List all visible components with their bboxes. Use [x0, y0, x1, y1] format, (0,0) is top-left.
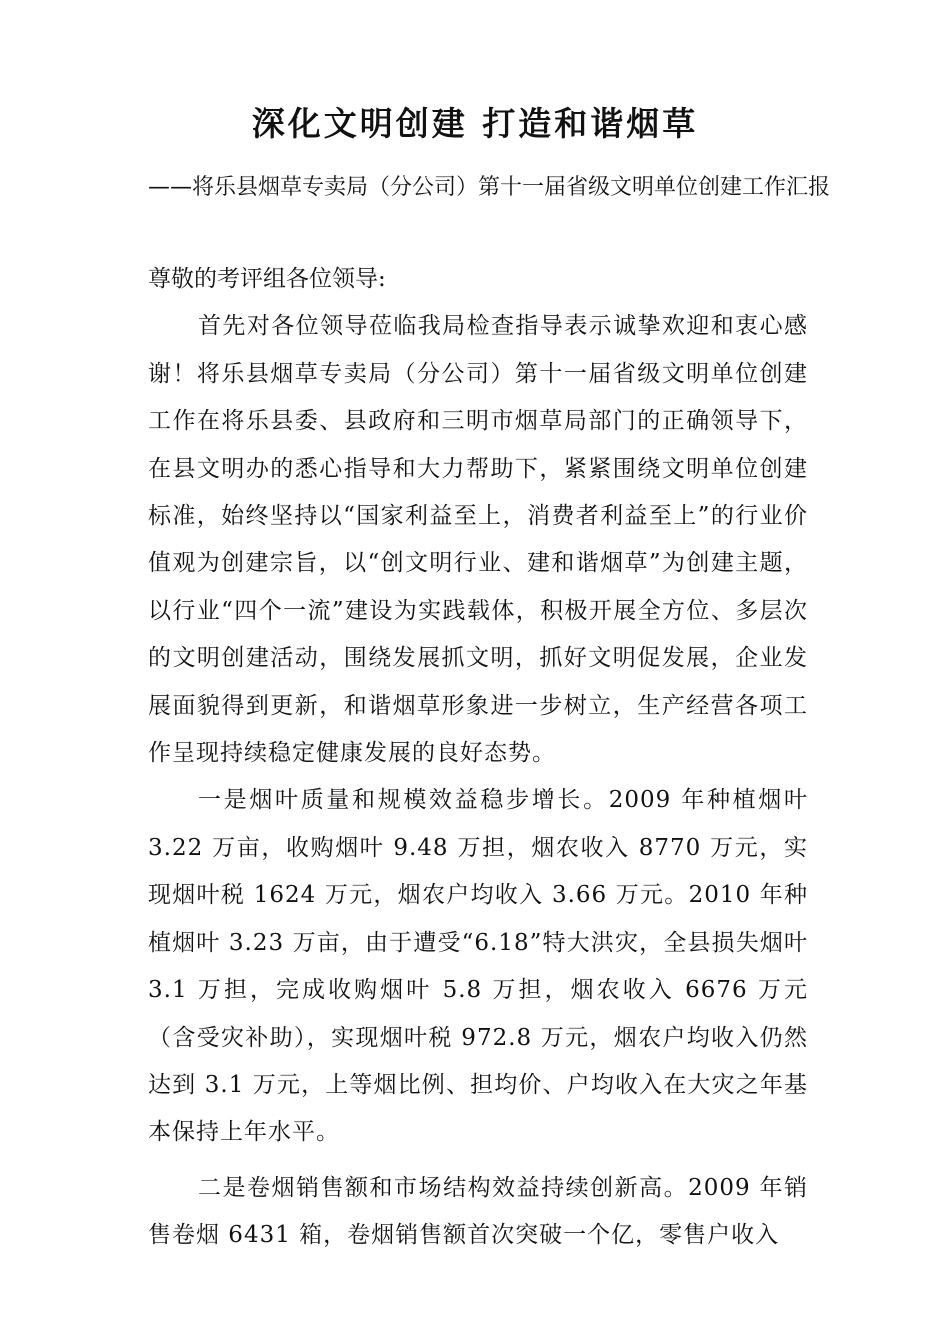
paragraph-cigarette-sales: 二是卷烟销售额和市场结构效益持续创新高。2009 年销售卷烟 6431 箱，卷烟销售额首次突破一个亿，零售户收入 — [148, 1174, 808, 1249]
paragraph-intro: 首先对各位领导莅临我局检查指导表示诚挚欢迎和衷心感谢！将乐县烟草专卖局（分公司）第十一届省级文明单位创建工作在将乐县委、县政府和三明市烟草局部门的正确领导下，在县文明办的悉心指导和大力帮助下，紧紧围绕文明单位创建标准，始终坚持以“国家利益至上，消费者利益至上”的行业价值观为创建宗旨，以“创文明行业、建和谐烟草”为创建主题，以行业“四个一流”建设为实践载体，积极开展全方位、多层次的文明创建活动，围绕发展抓文明，抓好文明促发展，企业发展面貌得到更新，和谐烟草形象进一步树立，生产经营各项工作呈现持续稳定健康发展的良好态势。 — [148, 313, 808, 767]
salutation: 尊敬的考评组各位领导: — [148, 266, 386, 292]
document-body — [148, 256, 808, 1260]
document-title: 深化文明创建 打造和谐烟草 — [251, 104, 699, 143]
paragraph-tobacco-leaf: 一是烟叶质量和规模效益稳步增长。2009 年种植烟叶 3.22 万亩，收购烟叶 9.48 万担，烟农收入 8770 万元，实现烟叶税 1624 万元，烟农户均收入 3.66 万元。2010 年种植烟叶 3.23 万亩，由于遭受“6.18”特大洪灾，全县损失烟叶 3.1 万担，完成收购烟叶 5.8 万担，烟农收入 6676 万元（含受灾补助），实现烟叶税 972.8 万元，烟农户均收入仍然达到 3.1 万元，上等烟比例、担均价、户均收入在大灾之年基本保持上年水平。 — [148, 787, 808, 1146]
document-subtitle: ——将乐县烟草专卖局（分公司）第十一届省级文明单位创建工作汇报 — [148, 175, 831, 200]
